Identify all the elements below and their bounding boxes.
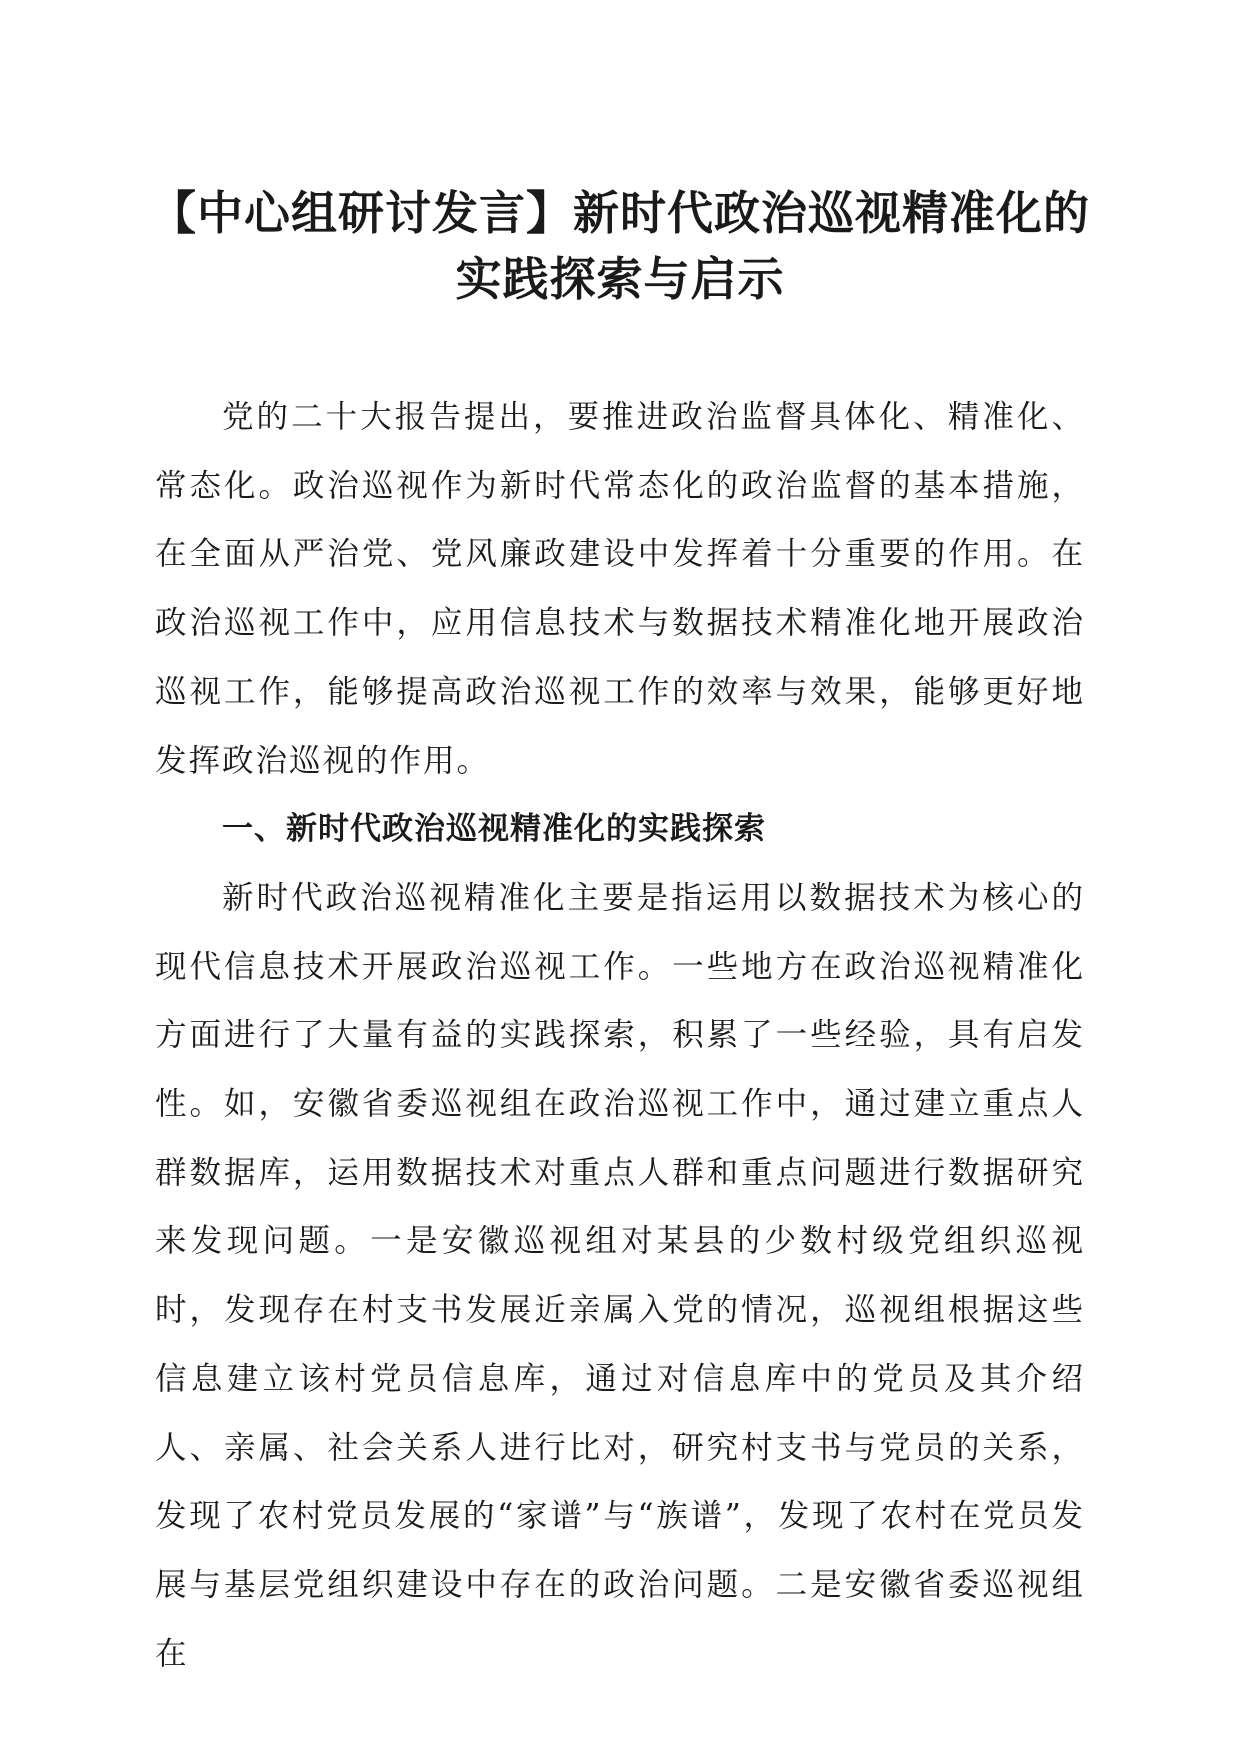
section-heading-1: 一、新时代政治巡视精准化的实践探索 bbox=[222, 811, 766, 848]
title-line-1: 【中心组研讨发言】新时代政治巡视精准化的 bbox=[150, 186, 1090, 240]
title-line-2: 实践探索与启示 bbox=[455, 252, 785, 306]
paragraph-practice: 新时代政治巡视精准化主要是指运用以数据技术为核心的现代信息技术开展政治巡视工作。一些地方在政治巡视精准化方面进行了大量有益的实践探索，积累了一些经验，具有启发性。如，安徽省委巡视组在政治巡视工作中，通过建立重点人群数据库，运用数据技术对重点人群和重点问题进行数据研究来发现问题。一是安徽巡视组对某县的少数村级党组织巡视时，发现存在村支书发展近亲属入党的情况，巡视组根据这些信息建立该村党员信息库，通过对信息库中的党员及其介绍人、亲属、社会关系人进行比对，研究村支书与党员的关系，发现了农村党员发展的“家谱”与“族谱”，发现了农村在党员发展与基层党组织建设中存在的政治问题。二是安徽省委巡视组在 bbox=[155, 879, 1085, 1672]
paragraph-intro: 党的二十大报告提出，要推进政治监督具体化、精准化、常态化。政治巡视作为新时代常态化的政治监督的基本措施，在全面从严治党、党风廉政建设中发挥着十分重要的作用。在政治巡视工作中，应用信息技术与数据技术精准化地开展政治巡视工作，能够提高政治巡视工作的效率与效果，能够更好地发挥政治巡视的作用。 bbox=[155, 399, 1085, 779]
document-body bbox=[155, 383, 1085, 1688]
document-title bbox=[140, 180, 1100, 312]
